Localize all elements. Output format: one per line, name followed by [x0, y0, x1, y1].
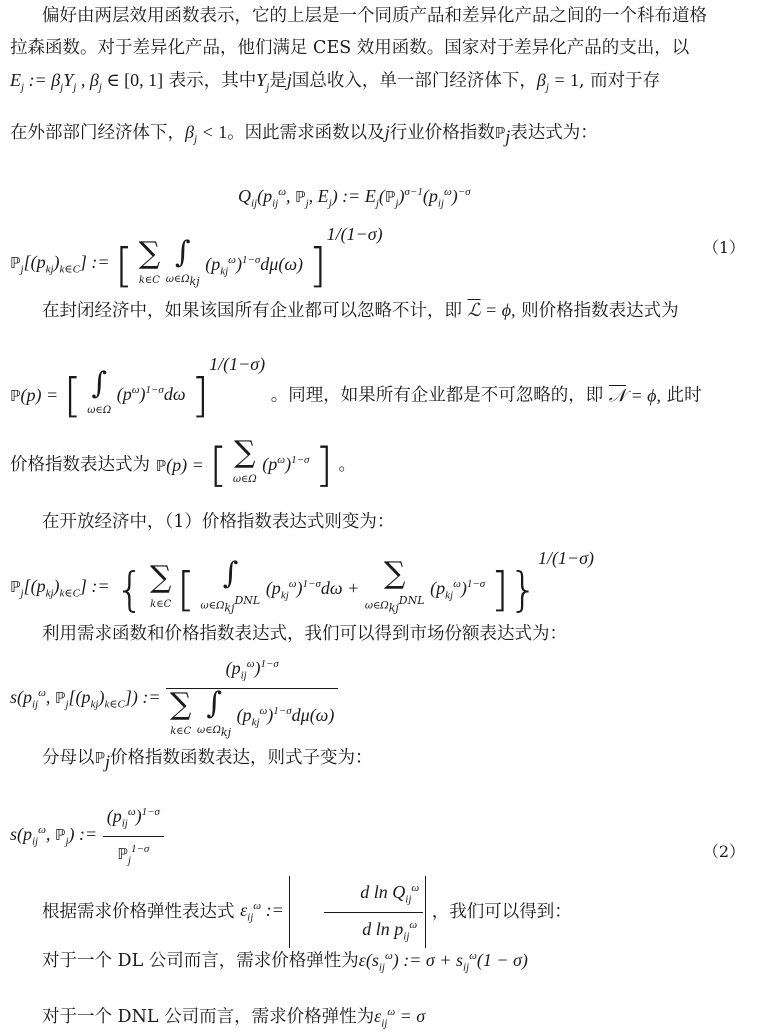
equation-2: $s(p_{ij}^\omega$, ℙ$_j$) := $\frac{(p_{ij}^\omega)^{1-\sigma}}{ℙ_j^{1-\sigma}}$ （2）	[10, 800, 763, 856]
equation-1: $ℙ_j[(p_{kj})_{k\in C}]$ := [ ∑ k∈C ∫ $\omega\in\Omega_{kj}$ $(p_{kj}^\omega)^{1-\sigma}d\mu(\omega)$ ]$^{1/(1-\sigma)}$ （1）	[10, 224, 745, 293]
paragraph-5	[10, 510, 763, 534]
text: 行业价格指数	[389, 123, 495, 143]
text: ，我们可以得到：	[431, 902, 572, 923]
equation-number: （2）	[702, 842, 745, 861]
text: 拉森函数。对于差异化产品，他们满足 CES 效用函数。国家对于差异化产品的支出，以	[10, 38, 690, 58]
text: 对于一个 DNL 公司而言，需求价格弹性为	[42, 1007, 375, 1027]
text: 在外部部门经济体下，	[10, 123, 185, 143]
text: 价格指数表达式为	[10, 455, 150, 475]
text: 而对于存	[590, 71, 661, 91]
text: 则价格指数表达式为	[521, 301, 679, 321]
text: 此时	[666, 385, 702, 406]
paragraph-4: 价格指数表达式为 ℙ(p) = [ ∑ ω∈Ω $(p^\omega)^{1-\sigma}$ ] 。	[10, 435, 357, 492]
text: 偏好由两层效用函数表示，它的上层是一个同质产品和差异化产品之间的一个科布道格	[42, 6, 707, 26]
text: 对于一个 DL 公司而言，需求价格弹性为	[42, 951, 359, 971]
expenditure-definition: $E_j$ := $\beta_jY_j$ , $\beta_j$ ∈ [0, 1]	[10, 70, 164, 94]
beta-lt-1: $\beta_j < 1$	[185, 122, 228, 146]
text: 在开放经济中，（1）价格指数表达式则变为：	[42, 512, 395, 532]
text: 价格指数函数表达，则式子变为：	[110, 748, 373, 768]
text: 是	[269, 71, 287, 91]
beta-eq-1: $\beta_j = 1$	[536, 70, 580, 94]
demand-equation: $Q_{ij}(p_{ij}^\omega$, ℙ$_j$, $E_j$) := $E_j(ℙ_j)^{\sigma-1}(p_{ij}^\omega)^{-\sigma}$	[238, 186, 471, 210]
text: 。同理，如果所有企业都是不可忽略的，即	[270, 385, 604, 406]
text: 根据需求价格弹性表达式	[42, 902, 235, 923]
paragraph-2	[10, 298, 763, 323]
market-share-equation: $s(p_{ij}^\omega$, $ℙ_j[(p_{kj})_{k\in C}]$) := $(p_{ij}^\omega)^{1-\sigma}$ ∑ k∈C ∫ $\omega\in\Omega_{kj}$ $(p_{kj}^\omega)^{1-\sigma}d\mu(\omega)$	[10, 652, 763, 728]
paragraph-9: 对于一个 DL 公司而言，需求价格弹性为$\varepsilon(s_{ij}^\omega)$ := $\sigma + s_{ij}^\omega(1 - \sigma)$	[42, 950, 528, 974]
j: j	[286, 70, 292, 90]
text: 利用需求函数和价格指数表达式，我们可以得到市场份额表达式为：	[42, 624, 567, 644]
paragraph-1-line-4: 在外部部门经济体下，$\beta_j < 1$。因此需求函数以及j行业价格指数ℙ$_j$表达式为：	[10, 122, 598, 147]
text: 分母以	[42, 748, 95, 768]
N-empty: 𝒩 = ϕ,	[608, 385, 661, 406]
closed-economy-price-index: ℙ(p) = [ ∫ ω∈Ω $(p^\omega)^{1-\sigma}d\omega$ ]$^{1/(1-\sigma)}$ 。同理，如果所有企业都是不可忽略的，即 𝒩 = ϕ, 此时	[10, 354, 702, 423]
paragraph-8: 根据需求价格弹性表达式 $\varepsilon_{ij}^\omega$ := $\frac{d \ln Q_{ij}^\omega}{d \ln p_{ij}^\omega}$ ，我们可以得到：	[10, 876, 763, 926]
text: 在封闭经济中，如果该国所有企业都可以忽略不计，即	[42, 301, 462, 321]
paragraph-6	[10, 622, 763, 646]
open-economy-price-index: $ℙ_j[(p_{kj})_{k\in C}]$ := { ∑ k∈C [ ∫ $\omega\in\Omega_{kj}^{DNL}$ $(p_{kj}^\omega)^{1-\sigma}d\omega$ + ∑ $\omega\in\Omega_{kj}^{DNL}$ $(p_{kj}^\omega)^{1-\sigma}$ ]}$^{1/(1-\sigma)}$	[10, 548, 595, 617]
paragraph-1-line-2	[10, 36, 763, 60]
text: 。	[338, 455, 357, 475]
text: 。因此需求函数以及	[227, 123, 385, 143]
j: j	[384, 122, 390, 142]
paragraph-7: 分母以ℙ$_j$价格指数函数表达，则式子变为：	[42, 748, 373, 772]
equation-number: （1）	[702, 238, 745, 257]
text: 表示，其中	[168, 71, 257, 91]
paragraph-10: 对于一个 DNL 公司而言，需求价格弹性为$\varepsilon_{ij}^\omega = \sigma$	[42, 1006, 426, 1030]
Yj: $Y_j$	[256, 70, 270, 94]
paragraph-1-line-1	[10, 4, 763, 28]
paragraph-1-line-3: $E_j$ := $\beta_jY_j$ , $\beta_j$ ∈ [0, 1] 表示，其中$Y_j$是j国总收入，单一部门经济体下，$\beta_j = 1$, 而对于存	[10, 70, 661, 94]
text: 国总收入，单一部门经济体下，	[291, 71, 537, 91]
price-index-symbol: ℙ	[494, 124, 506, 142]
L-empty: ℒ = ϕ,	[467, 300, 516, 320]
text: 表达式为：	[510, 123, 598, 143]
